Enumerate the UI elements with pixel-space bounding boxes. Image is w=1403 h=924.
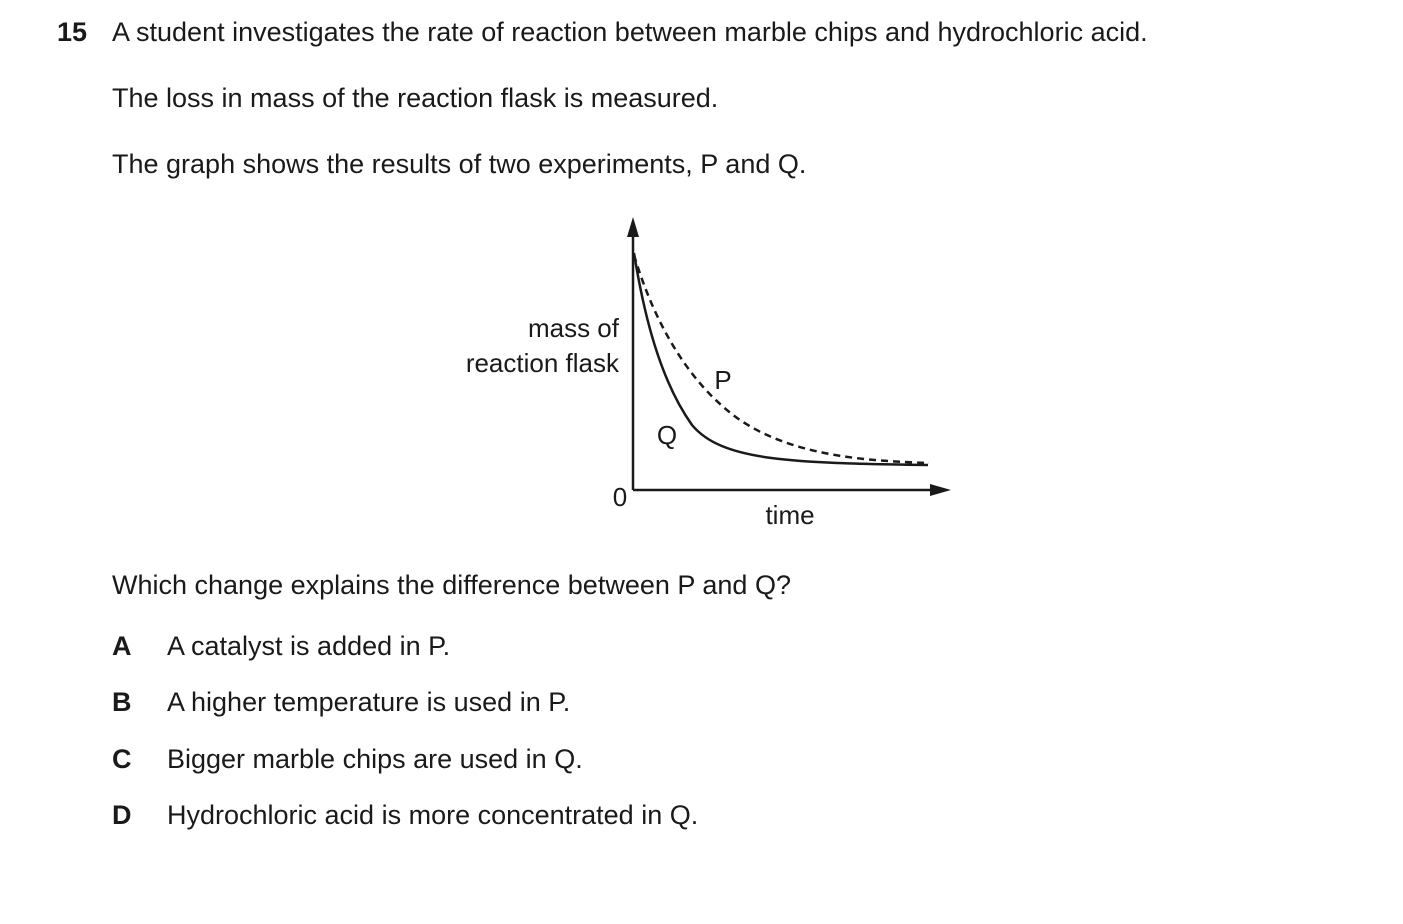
option-a-text: A catalyst is added in P. [167,631,451,661]
y-axis-label-line-2: reaction flask [465,348,619,378]
option-b-text: A higher temperature is used in P. [167,687,571,717]
x-axis-label: time [765,500,815,530]
question-prompt: Which change explains the difference between P and Q? [112,570,791,600]
option-d-text: Hydrochloric acid is more concentrated in Q. [167,800,699,830]
curve-q-label: Q [656,420,678,450]
y-axis-arrow [627,217,639,237]
option-a-letter: A [112,631,132,661]
question-stem-line-3: The graph shows the results of two experiments, P and Q. [112,149,807,179]
x-axis-arrow [930,484,951,496]
option-c-text: Bigger marble chips are used in Q. [167,744,583,774]
question-number: 15 [57,17,88,47]
y-axis-label-line-1: mass of [527,313,619,343]
option-c-letter: C [112,744,132,774]
rate-of-reaction-graph [430,205,970,535]
curve-p [634,255,929,463]
question-stem-line-2: The loss in mass of the reaction flask is measured. [112,83,719,113]
option-b-letter: B [112,687,132,717]
origin-label: 0 [612,482,628,512]
option-d-letter: D [112,800,132,830]
curve-q [634,253,928,465]
question-stem-line-1: A student investigates the rate of reaction between marble chips and hydrochloric acid. [112,17,1148,47]
curve-p-label: P [714,365,732,395]
